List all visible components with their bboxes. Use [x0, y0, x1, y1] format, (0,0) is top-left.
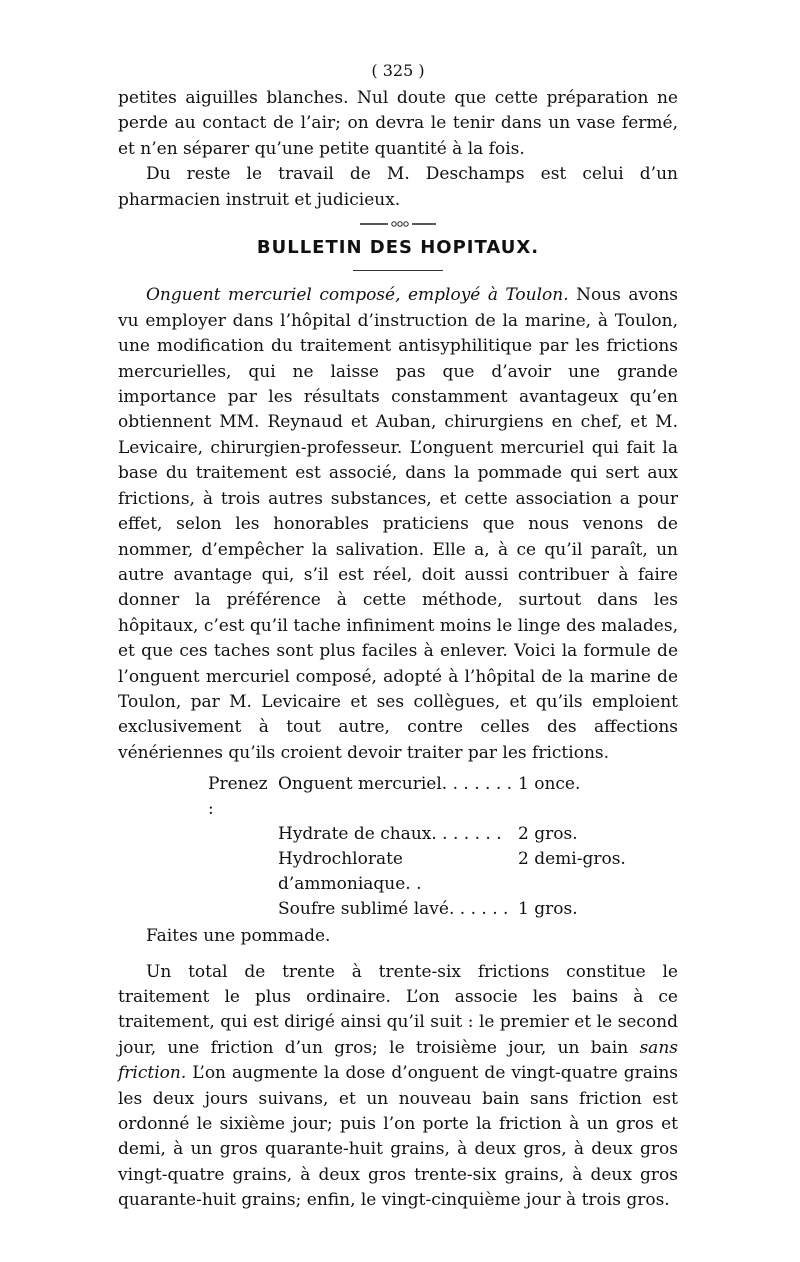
formula-qty: 1 once.	[518, 774, 581, 795]
formula-qty: 2 demi-gros.	[518, 849, 626, 870]
formula-row	[208, 847, 628, 897]
section-rule	[353, 270, 443, 271]
formula-item: Soufre sublimé lavé. . . . . .	[278, 899, 509, 920]
document-page	[118, 58, 678, 1214]
final-paragraph	[118, 960, 678, 1214]
formula-item: Hydrate de chaux. . . . . . .	[278, 824, 502, 845]
final-text-after: L’on augmente la dose d’onguent de vingt-quatre grains les deux jours suivans, et un nouveau bain sans friction est ordonné le sixième jour; puis l’on porte la friction à un gros et demi, à un gros quarante-huit grains, à deux gros, à deux gros vingt-quatre grains, à deux gros trente-six grains, à deux gros quarante-huit grains; enfin, le vingt-cinquième jour à trois gros.	[118, 1063, 678, 1211]
article-paragraph	[118, 283, 678, 766]
ornament-divider	[358, 219, 438, 229]
formula-row	[208, 897, 628, 922]
formula-row	[208, 822, 628, 847]
formula-item: Onguent mercuriel. . . . . . .	[278, 774, 513, 795]
formula-table	[208, 772, 628, 922]
formula-qty: 2 gros.	[518, 824, 578, 845]
formula-qty: 1 gros.	[518, 899, 578, 920]
formula-row	[208, 772, 628, 822]
article-body: Nous avons vu employer dans l’hôpital d’instruction de la marine, à Toulon, une modification du traitement antisyphilitique par les frictions mercurielles, qui ne laisse pas que d’avoir une grande importance par les résultats constamment avantageux qu’en obtiennent MM. Reynaud et Auban, chirurgiens en chef, et M. Levicaire, chirurgien-professeur. L’onguent mercuriel qui fait la base du traitement est associé, dans la pommade qui sert aux frictions, à trois autres substances, et cette association a pour effet, selon les honorables praticiens que nous venons de nommer, d’empêcher la salivation. Elle a, à ce qu’il paraît, un autre avantage qui, s’il est réel, doit aussi contribuer à faire donner la préférence à cette méthode, surtout dans les hôpitaux, c’est qu’il tache infiniment moins le linge des malades, et que ces taches sont plus faciles à enlever. Voici la formule de l’onguent mercuriel composé, adopté à l’hôpital de la marine de Toulon, par M. Levicaire et ses collègues, et qu’ils emploient exclusivement à tout autre, contre celles des affections vénériennes qu’ils croient devoir traiter par les frictions.	[118, 285, 678, 763]
formula-instruction: Faites une pommade.	[146, 926, 331, 947]
final-text-italic: sans friction.	[118, 1037, 678, 1084]
article-lead: Onguent mercuriel composé, employé à Toulon.	[146, 285, 569, 306]
page-number: ( 325 )	[371, 61, 425, 80]
final-text-before: Un total de trente à trente-six frictions constitue le traitement le plus ordinaire. L’on associe les bains à ce traitement, qui est dirigé ainsi qu’il suit : le premier et le second jour, une friction d’un gros; le troisième jour, un bain	[118, 961, 678, 1058]
formula-item: Hydrochlorate d’ammoniaque. .	[278, 849, 422, 895]
paragraph-deschamps: Du reste le travail de M. Deschamps est celui d’un pharmacien instruit et judicieux.	[118, 164, 678, 210]
section-title: BULLETIN DES HOPITAUX.	[256, 237, 540, 259]
formula-prenez: Prenez :	[208, 774, 268, 820]
paragraph-continued: petites aiguilles blanches. Nul doute que cette préparation ne perde au contact de l’air; on devra le tenir dans un vase fermé, et n’en séparer qu’une petite quantité à la fois.	[118, 88, 678, 159]
